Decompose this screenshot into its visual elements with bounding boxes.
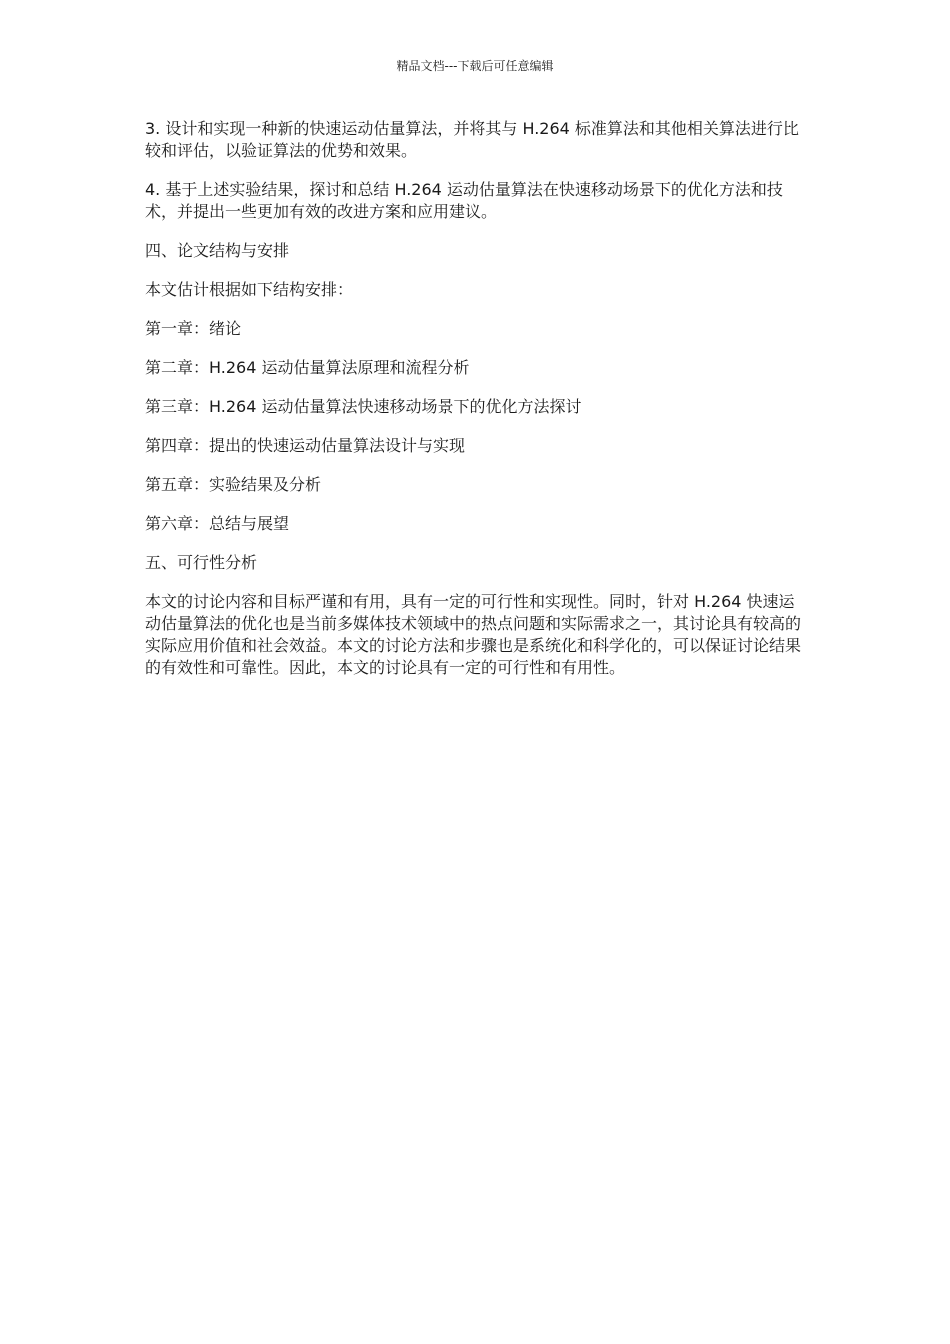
paragraph-feasibility: 本文的讨论内容和目标严谨和有用，具有一定的可行性和实现性。同时，针对 H.264 快速运动估量算法的优化也是当前多媒体技术领域中的热点问题和实际需求之一，其讨论具有较高的实际应用价值和社会效益。本文的讨论方法和步骤也是系统化和科学化的，可以保证讨论结果的有效性和可靠性。因此，本文的讨论具有一定的可行性和有用性。	[145, 592, 802, 677]
paragraph-objective-4: 4. 基于上述实验结果，探讨和总结 H.264 运动估量算法在快速移动场景下的优化方法和技术，并提出一些更加有效的改进方案和应用建议。	[145, 180, 783, 221]
section-heading-feasibility: 五、可行性分析	[145, 553, 258, 572]
chapter-4: 第四章：提出的快速运动估量算法设计与实现	[145, 436, 466, 455]
paragraph-objective-3: 3. 设计和实现一种新的快速运动估量算法，并将其与 H.264 标准算法和其他相关算法进行比较和评估，以验证算法的优势和效果。	[145, 119, 799, 160]
page-header: 精品文档---下载后可任意编辑	[396, 59, 554, 73]
chapter-6: 第六章：总结与展望	[145, 514, 290, 533]
chapter-1: 第一章：绪论	[145, 319, 242, 338]
paragraph-structure-intro: 本文估计根据如下结构安排：	[145, 280, 354, 299]
chapter-5: 第五章：实验结果及分析	[145, 475, 322, 494]
chapter-2: 第二章：H.264 运动估量算法原理和流程分析	[145, 358, 470, 377]
section-heading-structure: 四、论文结构与安排	[145, 241, 290, 260]
chapter-3: 第三章：H.264 运动估量算法快速移动场景下的优化方法探讨	[145, 397, 582, 416]
document-body	[145, 118, 810, 696]
